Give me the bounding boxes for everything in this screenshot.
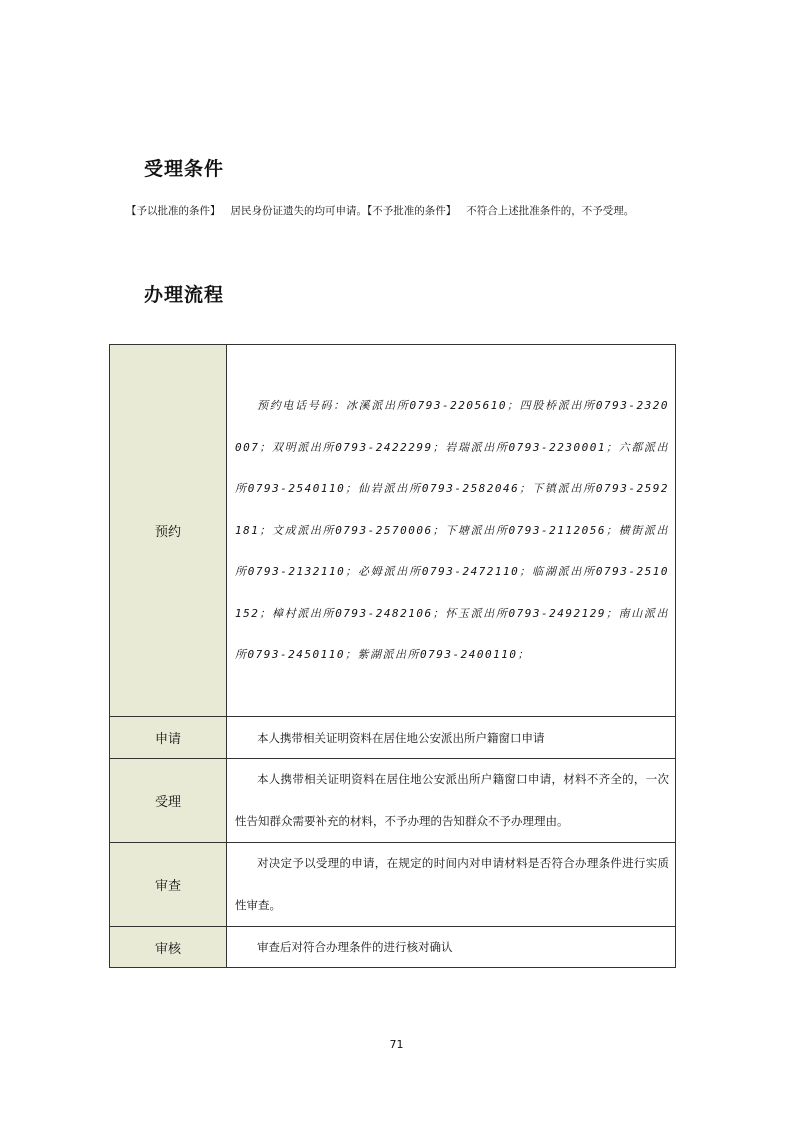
step-description-text: 本人携带相关证明资料在居住地公安派出所户籍窗口申请 [257,730,545,745]
step-description-cell [227,345,676,717]
conditions-paragraph [126,203,726,219]
approve-condition-text: 居民身份证遗失的均可申请。 [230,205,367,217]
step-description-text: 本人携带相关证明资料在居住地公安派出所户籍窗口申请，材料不齐全的，一次性告知群众需要补充的材料，不予办理的告知群众不予办理理由。 [235,772,669,828]
table-row-verification [110,927,676,968]
step-name-cell: 审核 [110,927,227,968]
step-name-cell: 申请 [110,717,227,759]
table-row-application [110,717,676,759]
section-heading-conditions: 受理条件 [144,158,225,180]
approve-condition-tag: 【予以批准的条件】 [126,205,221,217]
step-name-cell: 受理 [110,759,227,843]
reject-condition-text: 不符合上述批准条件的，不予受理。 [466,205,635,217]
process-table [109,344,676,968]
step-description-cell [227,717,676,759]
step-description-cell [227,927,676,968]
step-description-cell [227,759,676,843]
step-name-cell: 审查 [110,843,227,927]
section-heading-process: 办理流程 [144,284,225,306]
table-row-reservation [110,345,676,717]
step-name-cell: 预约 [110,345,227,717]
table-row-review [110,843,676,927]
step-description-cell [227,843,676,927]
table-row-acceptance [110,759,676,843]
reservation-phone-list: 预约电话号码：冰溪派出所0793-2205610；四股桥派出所0793-2320007；双明派出所0793-2422299；岩瑞派出所0793-2230001；六都派出所0793-2540110；仙岩派出所0793-2582046；下镇派出所0793-2592181；文成派出所0793-2570006；下塘派出所0793-2112056；横街派出所0793-2132110；必姆派出所0793-2472110；临湖派出所0793-2510152；樟村派出所0793-2482106；怀玉派出所0793-2492129；南山派出所0793-2450110；紫湖派出所0793-2400110； [235,399,669,662]
step-description-text: 对决定予以受理的申请，在规定的时间内对申请材料是否符合办理条件进行实质性审查。 [235,856,669,912]
page-number: 71 [389,1038,404,1051]
reject-condition-tag: 【不予批准的条件】 [367,205,457,217]
step-description-text: 审查后对符合办理条件的进行核对确认 [257,940,453,954]
